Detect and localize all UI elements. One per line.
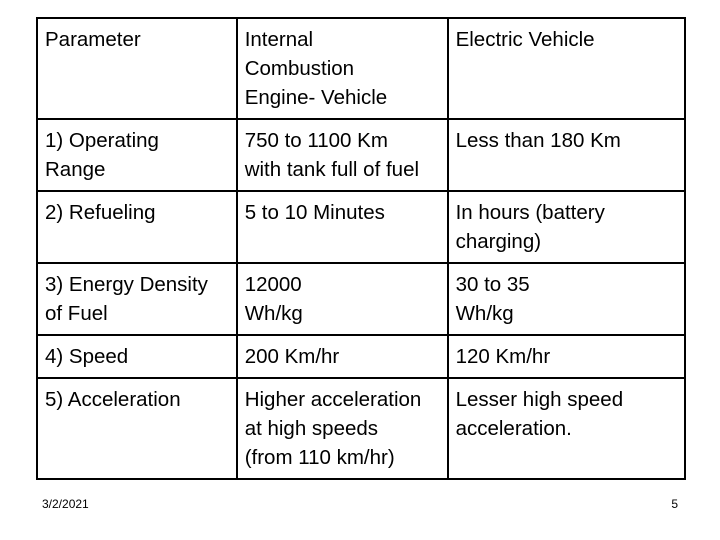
cell-ev xyxy=(448,335,685,378)
cell-line: 3) Energy Density xyxy=(45,273,208,296)
table-row xyxy=(37,335,685,378)
cell-line: Wh/kg xyxy=(455,302,514,325)
cell-line: (from 110 km/hr) xyxy=(244,446,395,469)
table-header-row xyxy=(37,18,685,119)
cell-line: Higher acceleration xyxy=(244,388,422,411)
cell-line: 120 Km/hr xyxy=(455,345,551,368)
table-row xyxy=(37,378,685,479)
cell-ev xyxy=(448,191,685,263)
cell-ice xyxy=(237,263,448,335)
cell-line: Parameter xyxy=(45,28,141,51)
cell-line: 2) Refueling xyxy=(45,201,156,224)
cell-line: 5 to 10 Minutes xyxy=(244,201,385,224)
table-row xyxy=(37,191,685,263)
cell-parameter xyxy=(37,378,237,479)
cell-parameter xyxy=(37,263,237,335)
cell-line: charging) xyxy=(455,230,542,253)
header-cell-ev xyxy=(448,18,685,119)
cell-line: 12000 xyxy=(244,273,302,296)
header-cell-ice xyxy=(237,18,448,119)
cell-ev xyxy=(448,119,685,191)
cell-line: Combustion xyxy=(244,57,355,80)
footer-date: 3/2/2021 xyxy=(42,497,89,511)
cell-parameter xyxy=(37,335,237,378)
cell-line: acceleration. xyxy=(455,417,572,440)
cell-line: Engine- Vehicle xyxy=(244,86,388,109)
cell-ice xyxy=(237,335,448,378)
cell-ice xyxy=(237,191,448,263)
cell-line: 5) Acceleration xyxy=(45,388,181,411)
cell-line: Internal xyxy=(244,28,314,51)
cell-line: Electric Vehicle xyxy=(455,28,595,51)
cell-ev xyxy=(448,263,685,335)
cell-parameter xyxy=(37,191,237,263)
cell-line: 4) Speed xyxy=(45,345,129,368)
cell-line: Range xyxy=(45,158,106,181)
cell-line: of Fuel xyxy=(45,302,108,325)
cell-line: Lesser high speed xyxy=(455,388,624,411)
cell-line: 750 to 1100 Km xyxy=(244,129,388,152)
cell-line: with tank full of fuel xyxy=(244,158,420,181)
cell-line: 200 Km/hr xyxy=(244,345,340,368)
cell-ice xyxy=(237,119,448,191)
cell-parameter xyxy=(37,119,237,191)
cell-line: at high speeds xyxy=(244,417,379,440)
cell-line: 30 to 35 xyxy=(455,273,530,296)
table-row xyxy=(37,263,685,335)
cell-ev xyxy=(448,378,685,479)
comparison-table xyxy=(36,17,686,480)
cell-line: Wh/kg xyxy=(244,302,303,325)
cell-line: Less than 180 Km xyxy=(455,129,621,152)
cell-line: 1) Operating xyxy=(45,129,159,152)
cell-ice xyxy=(237,378,448,479)
table-row xyxy=(37,119,685,191)
header-cell-parameter xyxy=(37,18,237,119)
page-number: 5 xyxy=(671,497,678,511)
cell-line: In hours (battery xyxy=(455,201,605,224)
